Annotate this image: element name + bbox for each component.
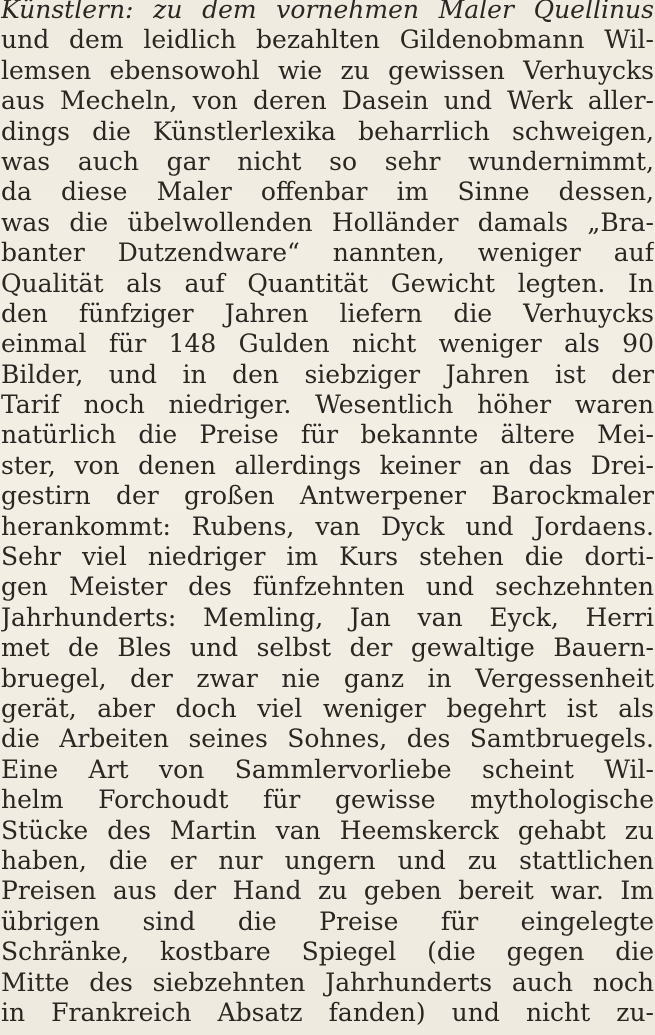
text-line: die Arbeiten seines Sohnes, des Samtbruegels.: [1, 724, 654, 754]
text-line: ster, von denen allerdings keiner an das Drei-: [1, 450, 654, 480]
text-line: met de Bles und selbst der gewaltige Bauern-: [1, 633, 654, 663]
text-line: Qualität als auf Quantität Gewicht legten. In: [1, 268, 654, 298]
text-line: was die übelwollenden Holländer damals „Bra-: [1, 207, 654, 237]
text-line: was auch gar nicht so sehr wundernimmt,: [1, 146, 654, 176]
body-text: [1, 0, 654, 1028]
text-line: Eine Art von Sammlervorliebe scheint Wil-: [1, 754, 654, 784]
text-line: einmal für 148 Gulden nicht weniger als 90: [1, 329, 654, 359]
text-line: den fünfziger Jahren liefern die Verhuycks: [1, 298, 654, 328]
text-line: natürlich die Preise für bekannte ältere Mei-: [1, 420, 654, 450]
text-line: Mitte des siebzehnten Jahrhunderts auch noch: [1, 967, 654, 997]
text-line: herankommt: Rubens, van Dyck und Jordaens.: [1, 511, 654, 541]
text-line: Bilder, und in den siebziger Jahren ist der: [1, 359, 654, 389]
text-line: und dem leidlich bezahlten Gildenobmann Wil-: [1, 25, 654, 55]
text-line: übrigen sind die Preise für eingelegte: [1, 906, 654, 936]
text-line: gerät, aber doch viel weniger begehrt ist als: [1, 693, 654, 723]
text-line: da diese Maler offenbar im Sinne dessen,: [1, 177, 654, 207]
text-line: Sehr viel niedriger im Kurs stehen die dorti-: [1, 542, 654, 572]
text-line: helm Forchoudt für gewisse mythologische: [1, 785, 654, 815]
text-line: dings die Künstlerlexika beharrlich schweigen,: [1, 116, 654, 146]
text-line: aus Mecheln, von deren Dasein und Werk aller-: [1, 86, 654, 116]
text-line: Jahrhunderts: Memling, Jan van Eyck, Herri: [1, 602, 654, 632]
text-line: lemsen ebensowohl wie zu gewissen Verhuycks: [1, 55, 654, 85]
text-line: Stücke des Martin van Heemskerck gehabt zu: [1, 815, 654, 845]
text-line: haben, die er nur ungern und zu stattlichen: [1, 845, 654, 875]
text-line: banter Dutzendware“ nannten, weniger auf: [1, 238, 654, 268]
text-line: Tarif noch niedriger. Wesentlich höher waren: [1, 390, 654, 420]
text-line: in Frankreich Absatz fanden) und nicht zu-: [1, 997, 654, 1027]
text-line: gestirn der großen Antwerpener Barockmaler: [1, 481, 654, 511]
text-line: Preisen aus der Hand zu geben bereit war. Im: [1, 876, 654, 906]
text-line: gen Meister des fünfzehnten und sechzehnten: [1, 572, 654, 602]
text-line: Schränke, kostbare Spiegel (die gegen die: [1, 937, 654, 967]
text-line: bruegel, der zwar nie ganz in Vergessenheit: [1, 663, 654, 693]
text-line: Künstlern: zu dem vornehmen Maler Quellinus: [1, 0, 654, 24]
